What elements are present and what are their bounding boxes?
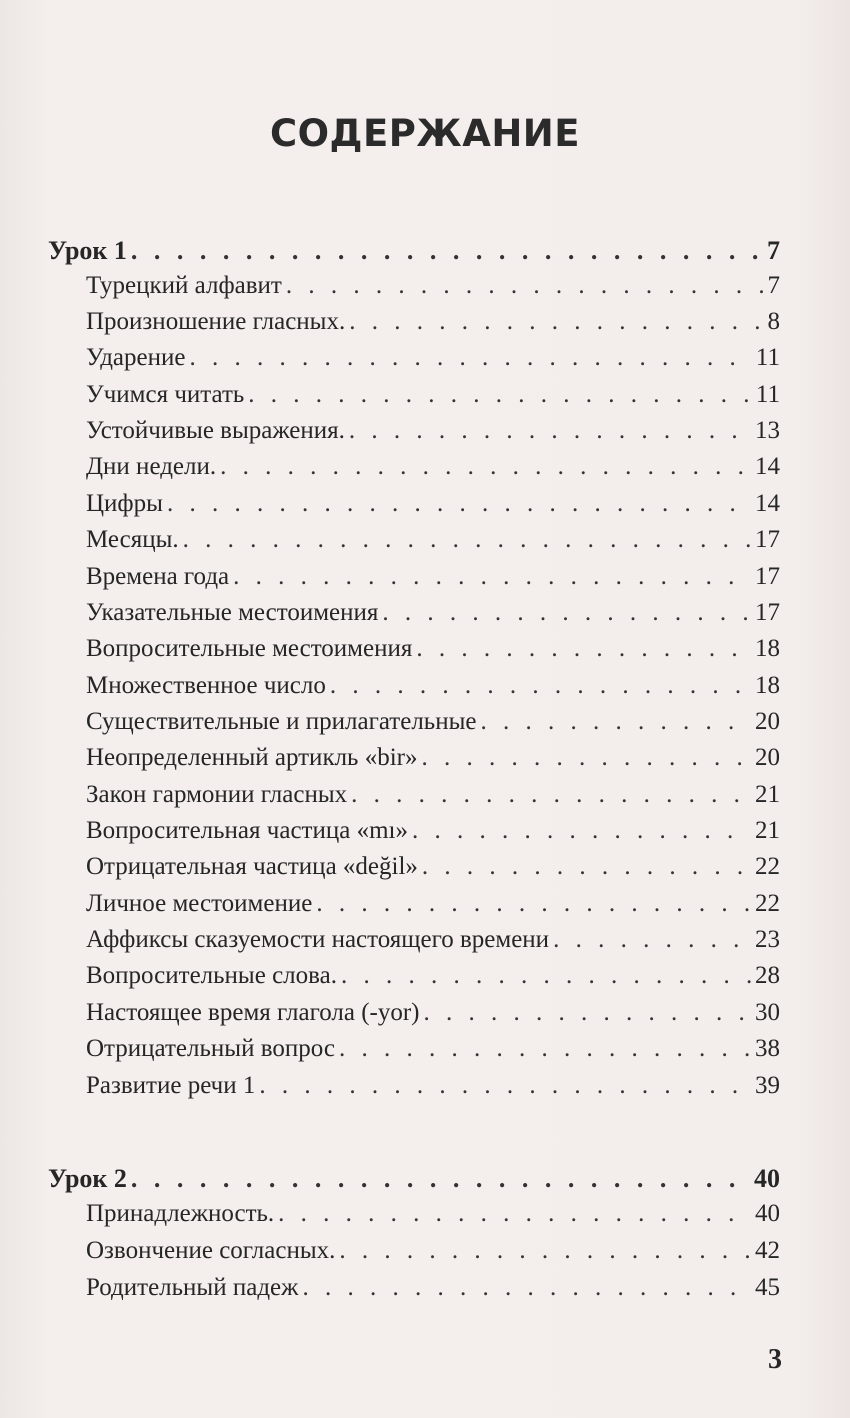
dot-leader bbox=[167, 490, 751, 518]
toc-entry bbox=[86, 490, 780, 530]
entry-label: Вопросительная частица «mı» bbox=[86, 817, 408, 844]
toc-entry bbox=[86, 1274, 780, 1314]
dot-leader bbox=[189, 344, 751, 372]
entry-label: Учимся читать bbox=[86, 381, 245, 408]
dot-leader bbox=[233, 563, 751, 591]
page-ref: 7 bbox=[767, 272, 780, 299]
dot-leader bbox=[278, 1200, 751, 1228]
toc-entry bbox=[86, 672, 780, 712]
page-ref: 45 bbox=[755, 1274, 780, 1301]
toc-entry bbox=[86, 563, 780, 603]
dot-leader bbox=[339, 1237, 751, 1265]
page-ref: 7 bbox=[767, 236, 780, 265]
entry-label: Озвончение согласных. bbox=[86, 1237, 336, 1264]
entry-label: Дни недели. bbox=[86, 453, 217, 480]
dot-leader bbox=[330, 672, 751, 700]
toc-entry bbox=[86, 272, 780, 312]
toc-entry bbox=[86, 308, 780, 348]
toc-entry bbox=[86, 453, 780, 493]
page-ref: 40 bbox=[754, 1164, 780, 1193]
dot-leader bbox=[412, 817, 751, 845]
dot-leader bbox=[339, 1035, 751, 1063]
entry-label: Ударение bbox=[86, 344, 186, 371]
dot-leader bbox=[351, 781, 751, 809]
toc-entry bbox=[86, 599, 780, 639]
page-ref: 23 bbox=[755, 926, 780, 953]
toc-entry bbox=[86, 344, 780, 384]
entry-label: Принадлежность. bbox=[86, 1200, 275, 1227]
entry-label: Устойчивые выражения. bbox=[86, 417, 345, 444]
entry-label: Произношение гласных. bbox=[86, 308, 346, 335]
entry-label: Родительный падеж bbox=[86, 1274, 299, 1301]
dot-leader bbox=[316, 890, 751, 918]
entry-label: Настоящее время глагола (-yor) bbox=[86, 999, 420, 1026]
page-ref: 14 bbox=[755, 490, 780, 517]
entry-label: Времена года bbox=[86, 563, 230, 590]
page-ref: 17 bbox=[755, 599, 780, 626]
dot-leader bbox=[416, 635, 751, 663]
toc-entry bbox=[86, 526, 780, 566]
entry-label: Закон гармонии гласных bbox=[86, 781, 348, 808]
dot-leader bbox=[422, 853, 751, 881]
page-number: 3 bbox=[768, 1344, 782, 1375]
page-ref: 22 bbox=[755, 853, 780, 880]
page-ref: 17 bbox=[755, 526, 780, 553]
toc-entry bbox=[86, 817, 780, 857]
page-ref: 8 bbox=[767, 308, 780, 335]
page-ref: 11 bbox=[755, 344, 780, 371]
page-ref: 30 bbox=[755, 999, 780, 1026]
toc-lesson-1 bbox=[48, 236, 780, 276]
entry-label: Множественное число bbox=[86, 672, 326, 699]
dot-leader bbox=[286, 272, 764, 300]
page-ref: 38 bbox=[755, 1035, 780, 1062]
page-ref: 11 bbox=[755, 381, 780, 408]
entry-label: Развитие речи 1 bbox=[86, 1072, 256, 1099]
page-ref: 20 bbox=[755, 708, 780, 735]
toc-entry bbox=[86, 744, 780, 784]
toc-entry bbox=[86, 1072, 780, 1112]
dot-leader bbox=[480, 708, 751, 736]
entry-label: Аффиксы сказуемости настоящего времени bbox=[86, 926, 550, 953]
dot-leader bbox=[382, 599, 751, 627]
entry-label: Отрицательный вопрос bbox=[86, 1035, 335, 1062]
dot-leader bbox=[553, 926, 751, 954]
toc-entry bbox=[86, 635, 780, 675]
dot-leader bbox=[131, 1164, 750, 1194]
page-ref: 21 bbox=[755, 817, 780, 844]
page-ref: 42 bbox=[755, 1237, 780, 1264]
toc-entry bbox=[86, 853, 780, 893]
toc-entry bbox=[86, 999, 780, 1039]
page-ref: 14 bbox=[755, 453, 780, 480]
dot-leader bbox=[183, 526, 751, 554]
dot-leader bbox=[421, 744, 751, 772]
dot-leader bbox=[349, 417, 751, 445]
toc-entry bbox=[86, 1035, 780, 1075]
page-ref: 22 bbox=[755, 890, 780, 917]
toc-entry bbox=[86, 708, 780, 748]
entry-label: Существительные и прилагательные bbox=[86, 708, 477, 735]
toc-entry bbox=[86, 1200, 780, 1240]
toc-entry bbox=[86, 962, 780, 1002]
page-ref: 21 bbox=[755, 781, 780, 808]
toc-entry bbox=[86, 417, 780, 457]
entry-label: Указательные местоимения bbox=[86, 599, 379, 626]
page-ref: 18 bbox=[755, 672, 780, 699]
entry-label: Отрицательная частица «değil» bbox=[86, 853, 418, 880]
page-ref: 39 bbox=[755, 1072, 780, 1099]
entry-label: Турецкий алфавит bbox=[86, 272, 282, 299]
dot-leader bbox=[259, 1072, 751, 1100]
lesson-title: Урок 1 bbox=[48, 236, 127, 265]
toc-entry bbox=[86, 890, 780, 930]
page-ref: 13 bbox=[755, 417, 780, 444]
page-ref: 28 bbox=[755, 962, 780, 989]
entry-label: Личное местоимение bbox=[86, 890, 313, 917]
lesson-title: Урок 2 bbox=[48, 1164, 127, 1193]
toc-entry bbox=[86, 1237, 780, 1277]
entry-label: Цифры bbox=[86, 490, 163, 517]
entry-label: Месяцы. bbox=[86, 526, 179, 553]
entry-label: Вопросительные слова. bbox=[86, 962, 337, 989]
dot-leader bbox=[349, 308, 763, 336]
toc-lesson-2 bbox=[48, 1164, 780, 1204]
dot-leader bbox=[248, 381, 752, 409]
page-title: СОДЕРЖАНИЕ bbox=[269, 112, 581, 155]
toc-entry bbox=[86, 381, 780, 421]
toc-entry bbox=[86, 781, 780, 821]
page-ref: 40 bbox=[755, 1200, 780, 1227]
dot-leader bbox=[131, 236, 763, 266]
dot-leader bbox=[341, 962, 751, 990]
dot-leader bbox=[302, 1274, 751, 1302]
toc-entry bbox=[86, 926, 780, 966]
page-ref: 20 bbox=[755, 744, 780, 771]
dot-leader bbox=[220, 453, 751, 481]
page-ref: 17 bbox=[755, 563, 780, 590]
page-ref: 18 bbox=[755, 635, 780, 662]
entry-label: Неопределенный артикль «bir» bbox=[86, 744, 418, 771]
entry-label: Вопросительные местоимения bbox=[86, 635, 413, 662]
dot-leader bbox=[424, 999, 751, 1027]
